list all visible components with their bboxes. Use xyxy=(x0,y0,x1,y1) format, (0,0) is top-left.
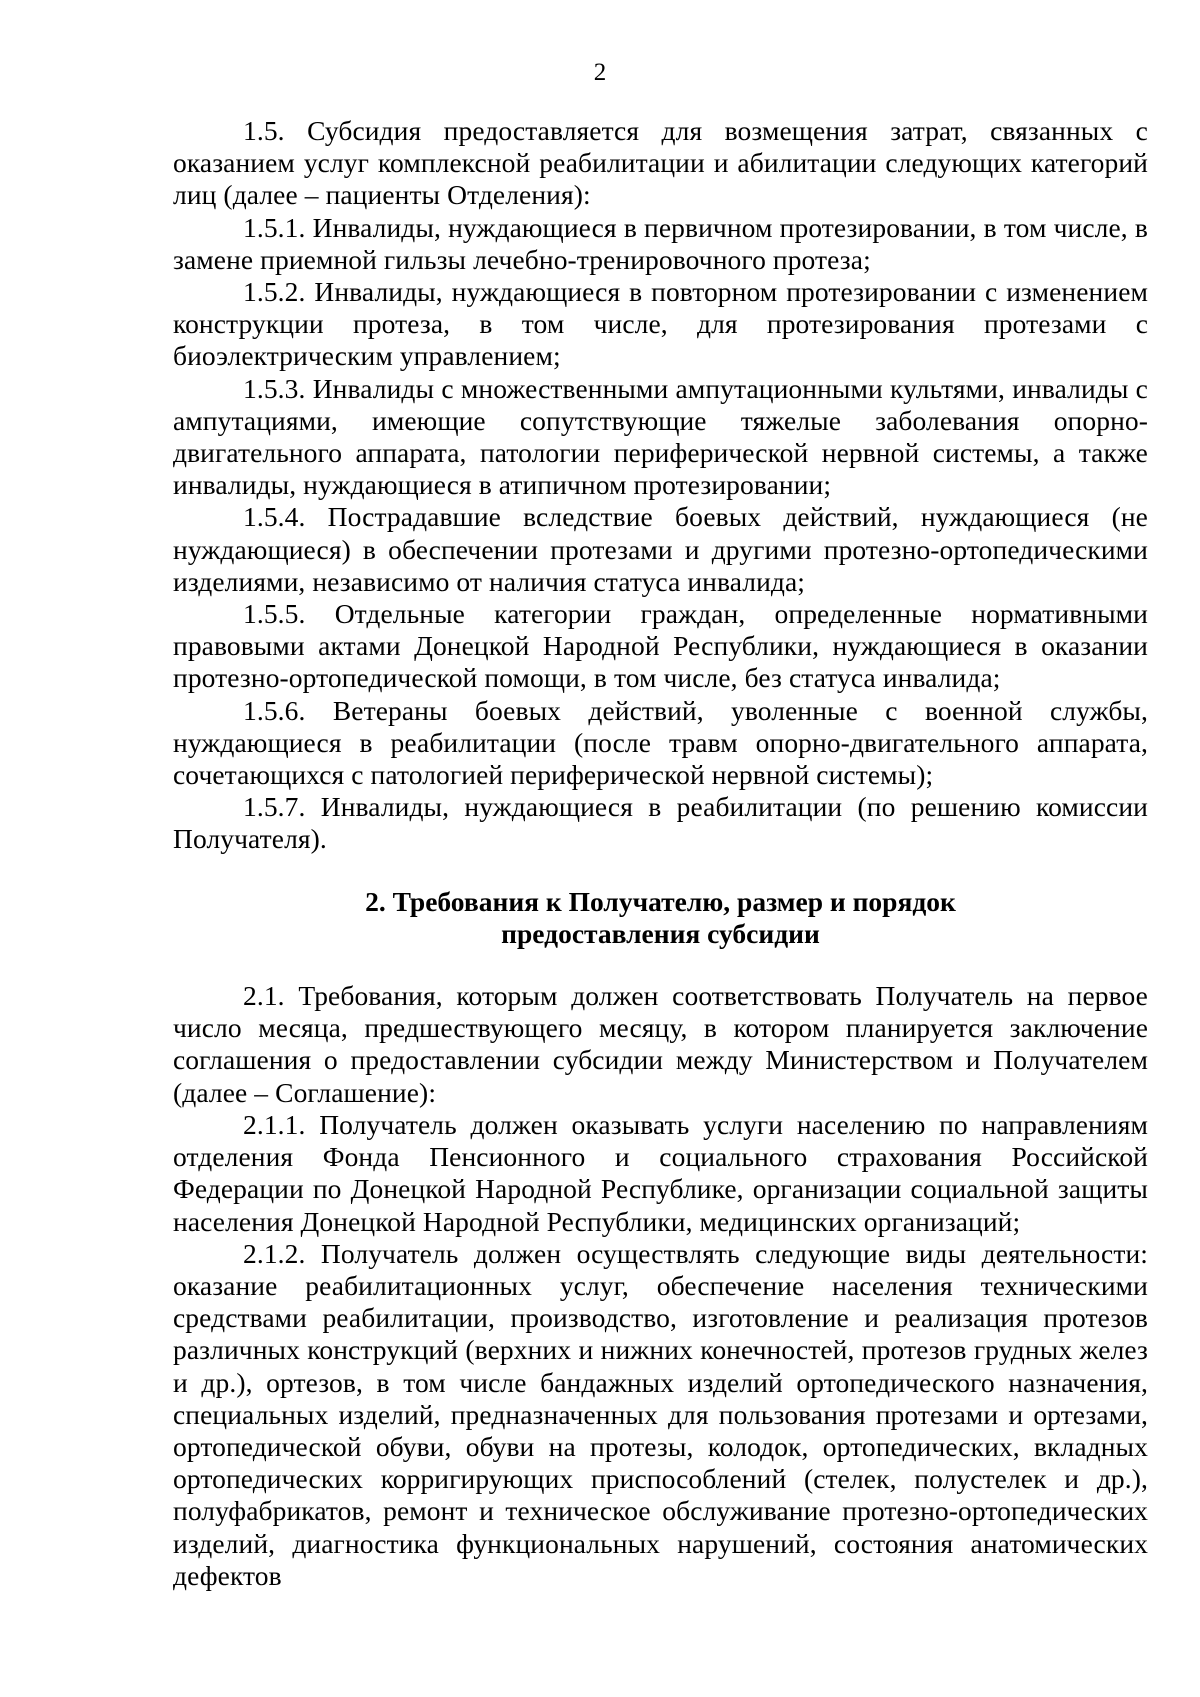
paragraph-1-5-1: 1.5.1. Инвалиды, нуждающиеся в первичном протезировании, в том числе, в замене приемной гильзы лечебно-тренировочного протеза; xyxy=(173,211,1148,275)
paragraph-1-5: 1.5. Субсидия предоставляется для возмещения затрат, связанных с оказанием услуг комплексной реабилитации и абилитации следующих категорий лиц (далее – пациенты Отделения): xyxy=(173,115,1148,211)
paragraph-2-1: 2.1. Требования, которым должен соответствовать Получатель на первое число месяца, предшествующего месяцу, в котором планируется заключение соглашения о предоставлении субсидии между Министерством и Получателем (далее – Соглашение): xyxy=(173,980,1148,1108)
paragraph-1-5-2: 1.5.2. Инвалиды, нуждающиеся в повторном протезировании с изменением конструкции протеза, в том числе, для протезирования протезами с биоэлектрическим управлением; xyxy=(173,276,1148,372)
paragraph-1-5-3: 1.5.3. Инвалиды с множественными ампутационными культями, инвалиды с ампутациями, имеющие сопутствующие тяжелые заболевания опорно-двигательного аппарата, патологии периферической нервной системы, а также инвалиды, нуждающиеся в атипичном протезировании; xyxy=(173,372,1148,501)
section-2-heading-line-2: предоставления субсидии xyxy=(501,917,820,949)
section-2-heading-line-1: 2. Требования к Получателю, размер и порядок xyxy=(365,885,956,917)
paragraph-1-5-5: 1.5.5. Отдельные категории граждан, определенные нормативными правовыми актами Донецкой Народной Республики, нуждающиеся в оказании протезно-ортопедической помощи, в том числе, без статуса инвалида; xyxy=(173,598,1148,694)
paragraph-2-1-2: 2.1.2. Получатель должен осуществлять следующие виды деятельности: оказание реабилитационных услуг, обеспечение населения техническими средствами реабилитации, производство, изготовление и реализация протезов различных конструкций (верхних и нижних конечностей, протезов грудных желез и др.), ортезов, в том числе бандажных изделий ортопедического назначения, специальных изделий, предназначенных для пользования протезами и ортезами, ортопедической обуви, обуви на протезы, колодок, ортопедических, вкладных ортопедических корригирующих приспособлений (стелек, полустелек и др.), полуфабрикатов, ремонт и техническое обслуживание протезно-ортопедических изделий, диагностика функциональных нарушений, состояния анатомических дефектов xyxy=(173,1237,1148,1591)
document-body xyxy=(173,115,1148,1592)
paragraph-1-5-6: 1.5.6. Ветераны боевых действий, уволенные с военной службы, нуждающиеся в реабилитации (после травм опорно-двигательного аппарата, сочетающихся с патологией периферической нервной системы); xyxy=(173,694,1148,791)
paragraph-1-5-4: 1.5.4. Пострадавшие вследствие боевых действий, нуждающиеся (не нуждающиеся) в обеспечении протезами и другими протезно-ортопедическими изделиями, независимо от наличия статуса инвалида; xyxy=(173,501,1148,597)
page-number: 2 xyxy=(593,59,607,86)
spacer xyxy=(173,856,1148,886)
spacer xyxy=(173,950,1148,980)
paragraph-2-1-1: 2.1.1. Получатель должен оказывать услуги населению по направлениям отделения Фонда Пенсионного и социального страхования Российской Федерации по Донецкой Народной Республике, организации социальной защиты населения Донецкой Народной Республики, медицинских организаций; xyxy=(173,1108,1148,1237)
paragraph-1-5-7: 1.5.7. Инвалиды, нуждающиеся в реабилитации (по решению комиссии Получателя). xyxy=(173,791,1148,855)
